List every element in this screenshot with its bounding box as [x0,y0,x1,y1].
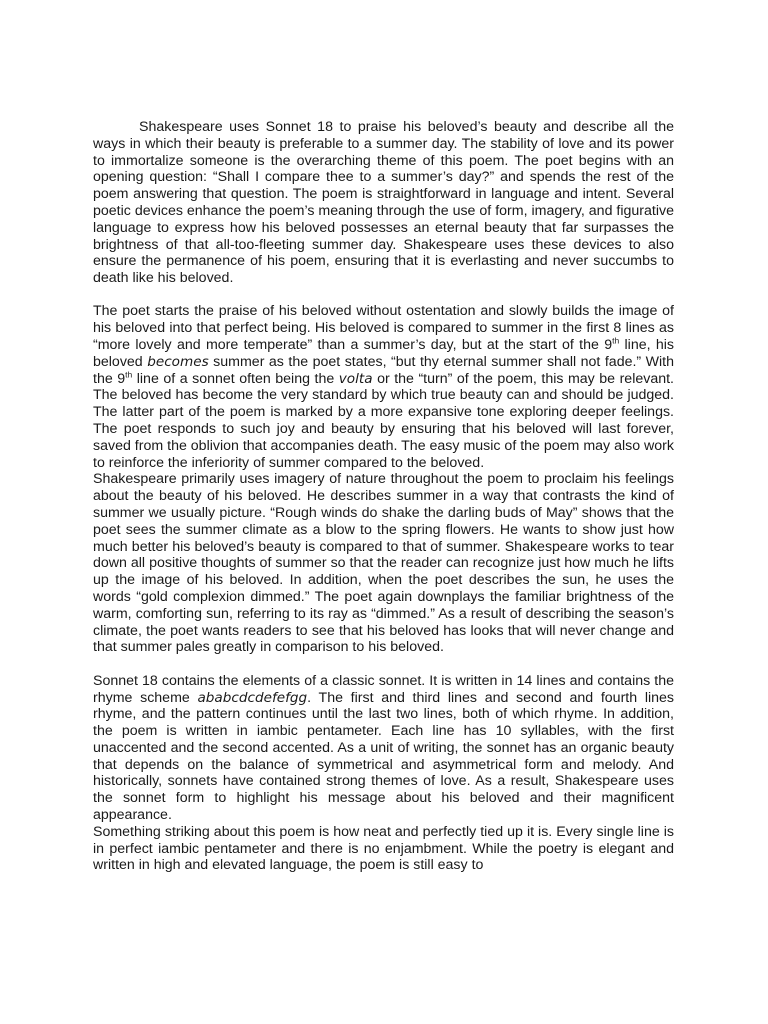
paragraph-form-text-2: . The first and third lines and second and fourth lines rhyme, and the pattern continues until the last two lines, both of which rhyme. In addition, the poem is written in iambic pentameter. Each line has 10 syllables, with the first unaccented and the second accented. As a unit of writing, the sonnet has an organic beauty that depends on the balance of symmetrical and asymmetrical form and melody. And historically, sonnets have contained strong themes of love. As a result, Shakespeare uses the sonnet form to highlight his message about his beloved and their magnificent appearance. [93,689,674,824]
italic-rhyme-scheme: ababcdcdefefgg [197,689,308,706]
paragraph-praise [93,303,674,471]
paragraph-form [93,673,674,824]
italic-becomes: becomes [147,353,209,370]
ordinal-suffix-1: th [612,335,620,346]
paragraph-intro: Shakespeare uses Sonnet 18 to praise his beloved’s beauty and describe all the ways in which their beauty is preferable to a summer day. The stability of love and its power to immortalize someone is the overarching theme of this poem. The poet begins with an opening question: “Shall I compare thee to a summer’s day?” and spends the rest of the poem answering that question. The poem is straightforward in language and intent. Several poetic devices enhance the poem’s meaning through the use of form, imagery, and figurative language to express how his beloved possesses an eternal beauty that far surpasses the brightness of that all-too-fleeting summer day. Shakespeare uses these devices to also ensure the permanence of his poem, ensuring that it is everlasting and never succumbs to death like his beloved. [93,119,674,287]
italic-volta: volta [338,370,373,387]
ordinal-suffix-2: th [125,368,133,379]
paragraph-praise-text-4: line of a sonnet often being the [132,370,339,387]
paragraph-structure: Something striking about this poem is how neat and perfectly tied up it is. Every single line is in perfect iambic pentameter and there is no enjambment. While the poetry is elegant and written in high and elevated language, the poem is still easy to [93,823,674,874]
document-page [93,119,674,874]
paragraph-praise-text-3: summer as the poet states, “but thy eternal summer shall not fade.” With the 9 [93,353,675,387]
paragraph-praise-text-5: or the “turn” of the poem, this may be relevant. The beloved has become the very standard by which true beauty can and should be judged. The latter part of the poem is marked by a more expansive tone exploring deeper feelings. The poet responds to such joy and beauty by ensuring that his beloved will last forever, saved from the oblivion that accompanies death. The easy music of the poem may also work to reinforce the inferiority of summer compared to the beloved. [93,370,675,471]
paragraph-praise-text-1: The poet starts the praise of his beloved without ostentation and slowly builds the image of his beloved into that perfect being. His beloved is compared to summer in the first 8 lines as “more lovely and more temperate” than a summer’s day, but at the start of the 9 [93,303,674,354]
paragraph-praise-text-2: line, his beloved [93,337,674,370]
paragraph-imagery: Shakespeare primarily uses imagery of nature throughout the poem to proclaim his feelings about the beauty of his beloved. He describes summer in a way that contrasts the kind of summer we usually picture. “Rough winds do shake the darling buds of May” shows that the poet sees the summer climate as a blow to the spring flowers. He wants to show just how much better his beloved’s beauty is compared to that of summer. Shakespeare works to tear down all positive thoughts of summer so that the reader can recognize just how much he lifts up the image of his beloved. In addition, when the poet describes the sun, he uses the words “gold complexion dimmed.” The poet again downplays the familiar brightness of the warm, comforting sun, referring to its ray as “dimmed.” As a result of describing the season’s climate, the poet wants readers to see that his beloved has looks that will never change and that summer pales greatly in comparison to his beloved. [93,471,674,656]
paragraph-form-text-1: Sonnet 18 contains the elements of a classic sonnet. It is written in 14 lines and contains the rhyme scheme [93,672,674,706]
